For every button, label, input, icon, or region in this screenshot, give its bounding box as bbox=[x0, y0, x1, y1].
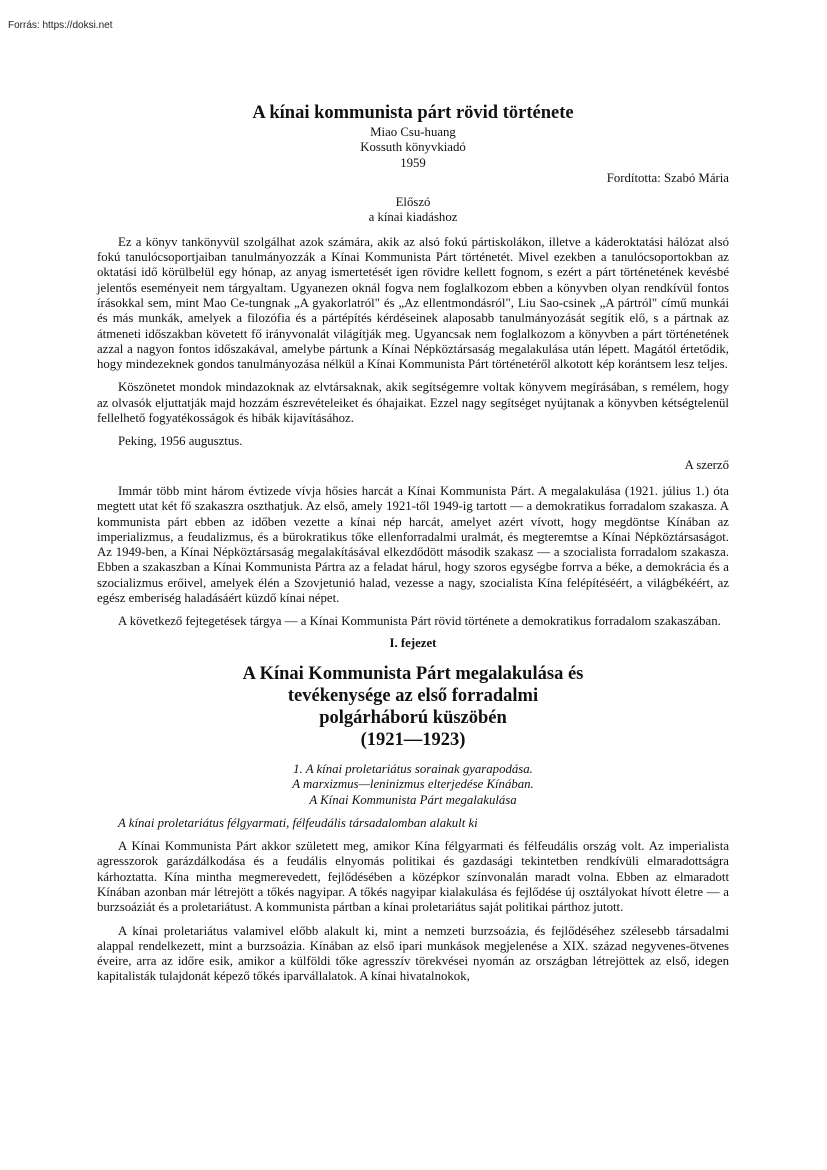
foreword-paragraph: Köszönetet mondok mindazoknak az elvtársaknak, akik segítségemre voltak könyvem megírásában, s remélem, hogy az olvasók eljuttatják majd hozzám észrevételeiket és óhajaikat. Ezzel nagy segítséget nyújtanak a könyvben kétségtelenül fellelhető fogyatékosságok és hibák kijavításához. bbox=[97, 380, 729, 426]
chapter-label: I. fejezet bbox=[389, 635, 437, 650]
section-heading: A kínai proletariátus félgyarmati, félfeudális társadalomban alakult ki bbox=[118, 815, 478, 830]
place-date: Peking, 1956 augusztus. bbox=[118, 434, 243, 449]
subsection-line: 1. A kínai proletariátus sorainak gyarapodása. bbox=[293, 761, 533, 776]
intro-paragraph: Immár több mint három évtizede vívja hősies harcát a Kínai Kommunista Párt. A megalakulása (1921. július 1.) óta megtett utat két fő szakaszra oszthatjuk. Az első, amely 1921-től 1949-ig tartott — a demokratikus forradalom szakasza. A kommunista párt ebben az időben vezette a kínai nép harcát, amelyet azért vívott, hogy megdöntse Kínában az imperializmus, a feudalizmus, és a bürokratikus tőke ellenforradalmi uralmát, és megteremtse a Kínai Népköztársaságot. Az 1949-ben, a Kínai Népköztársaság megalakításával elkezdődött második szakasz — a szocialista forradalom szakasza. Ebben a szakaszban a Kínai Kommunista Pártra az a feladat hárul, hogy szoros egységbe forrva a béke, a demokrácia és a szocializmus erőivel, amelyek élén a Szovjetunió halad, vezesse a nagy, szocialista Kína felépítéséért, a világbékéért, az egész emberiség haladásáért küzdő kínai népet. bbox=[97, 483, 729, 606]
chapter-paragraph: A kínai proletariátus valamivel előbb alakult ki, mint a nemzeti burzsoázia, és fejlődéséhez szélesebb társadalmi alappal rendelkezett, mint a burzsoázia. Kínában az első ipari munkások megjelenése a XIX. század negyvenes-ötvenes éveire, arra az időre esik, amikor a külföldi tőke agresszív törekvései nyomán az országban létrejöttek az első, idegen kapitalisták tulajdonát képező tőkés iparvállalatok. A kínai hivatalnokok, bbox=[97, 923, 729, 984]
publisher: Kossuth könyvkiadó bbox=[360, 140, 466, 155]
intro-paragraph: A következő fejtegetések tárgya — a Kínai Kommunista Párt rövid története a demokratikus forradalom szakaszában. bbox=[118, 614, 721, 629]
document-page bbox=[97, 96, 729, 993]
source-label: Forrás: https://doksi.net bbox=[8, 20, 113, 31]
subsection-line: A Kínai Kommunista Párt megalakulása bbox=[309, 792, 517, 807]
chapter-title-line: polgárháború küszöbén bbox=[319, 707, 507, 728]
publication-year: 1959 bbox=[400, 155, 426, 170]
chapter-title-line: A Kínai Kommunista Párt megalakulása és bbox=[242, 663, 584, 684]
subsection-list bbox=[97, 762, 729, 808]
chapter-title bbox=[97, 663, 729, 751]
chapter-paragraph: A Kínai Kommunista Párt akkor született meg, amikor Kína félgyarmati és félfeudális ország volt. Az imperialista agresszorok garázdálkodása és a feudális elnyomás politikai és gazdasági tekintetben rendkívüli elmaradottságra kárhoztatta. Kína mintha megmerevedett, fejlődésében a középkor színvonalán maradt volna. Ebben az elmaradott Kínában azonban már létrejött a tőkés nagyipar. A tőkés nagyipar kialakulása és fejlődése új osztályokat hívott életre — a burzsoáziát és a proletariátust. A kommunista pártban a kínai proletariátus saját politikai párthoz jutott. bbox=[97, 839, 729, 915]
foreword-subheading: a kínai kiadáshoz bbox=[368, 210, 458, 225]
chapter-title-line: tevékenysége az első forradalmi bbox=[287, 685, 539, 706]
foreword-paragraph: Ez a könyv tankönyvül szolgálhat azok számára, akik az alsó fokú pártiskolákon, illetve a káderoktatási hálózat alsó fokú tanulócsoportjaiban tanulmányozzák a Kínai Kommunista Párt történetét. Mivel ezekben a tanulócsoportokban az oktatási idő körülbelül egy hónap, az anyag ismertetését igen rövidre kellett fognom, s ezért a párt történetének kevésbé jelentős eseményeit nem tárgyaltam. Ugyanezen oknál fogva nem foglalkozom ebben a könyvben olyan rendkívül fontos írásokkal sem, mint Mao Ce-tungnak „A gyakorlatról" és „Az ellentmondásról", Liu Sao-csinek „A pártról" című munkái és más munkák, amelyek a filozófia és a pártépítés kérdéseinek alaposabb tanulmányozását segítik elő, s a pártnak az átmeneti időszakban követett fő irányvonalát világítják meg. Ugyancsak nem foglalkozom a könyvben a párt történetének azzal a nagyon fontos időszakával, amelybe pártunk a Kínai Népköztársaság megalakulása után lépett. Magától értetődik, hogy mindezeknek gondos tanulmányozása nélkül a Kínai Kommunista Párt történetéről alkotott kép korántsem lesz teljes. bbox=[97, 234, 729, 372]
signature: A szerző bbox=[684, 457, 729, 472]
author: Miao Csu-huang bbox=[370, 125, 456, 139]
subsection-line: A marxizmus—leninizmus elterjedése Kínában. bbox=[292, 777, 534, 792]
document-title: A kínai kommunista párt rövid története bbox=[252, 103, 574, 123]
chapter-title-line: (1921—1923) bbox=[360, 729, 466, 750]
translator: Fordította: Szabó Mária bbox=[606, 170, 729, 185]
foreword-heading: Előszó bbox=[395, 195, 431, 210]
